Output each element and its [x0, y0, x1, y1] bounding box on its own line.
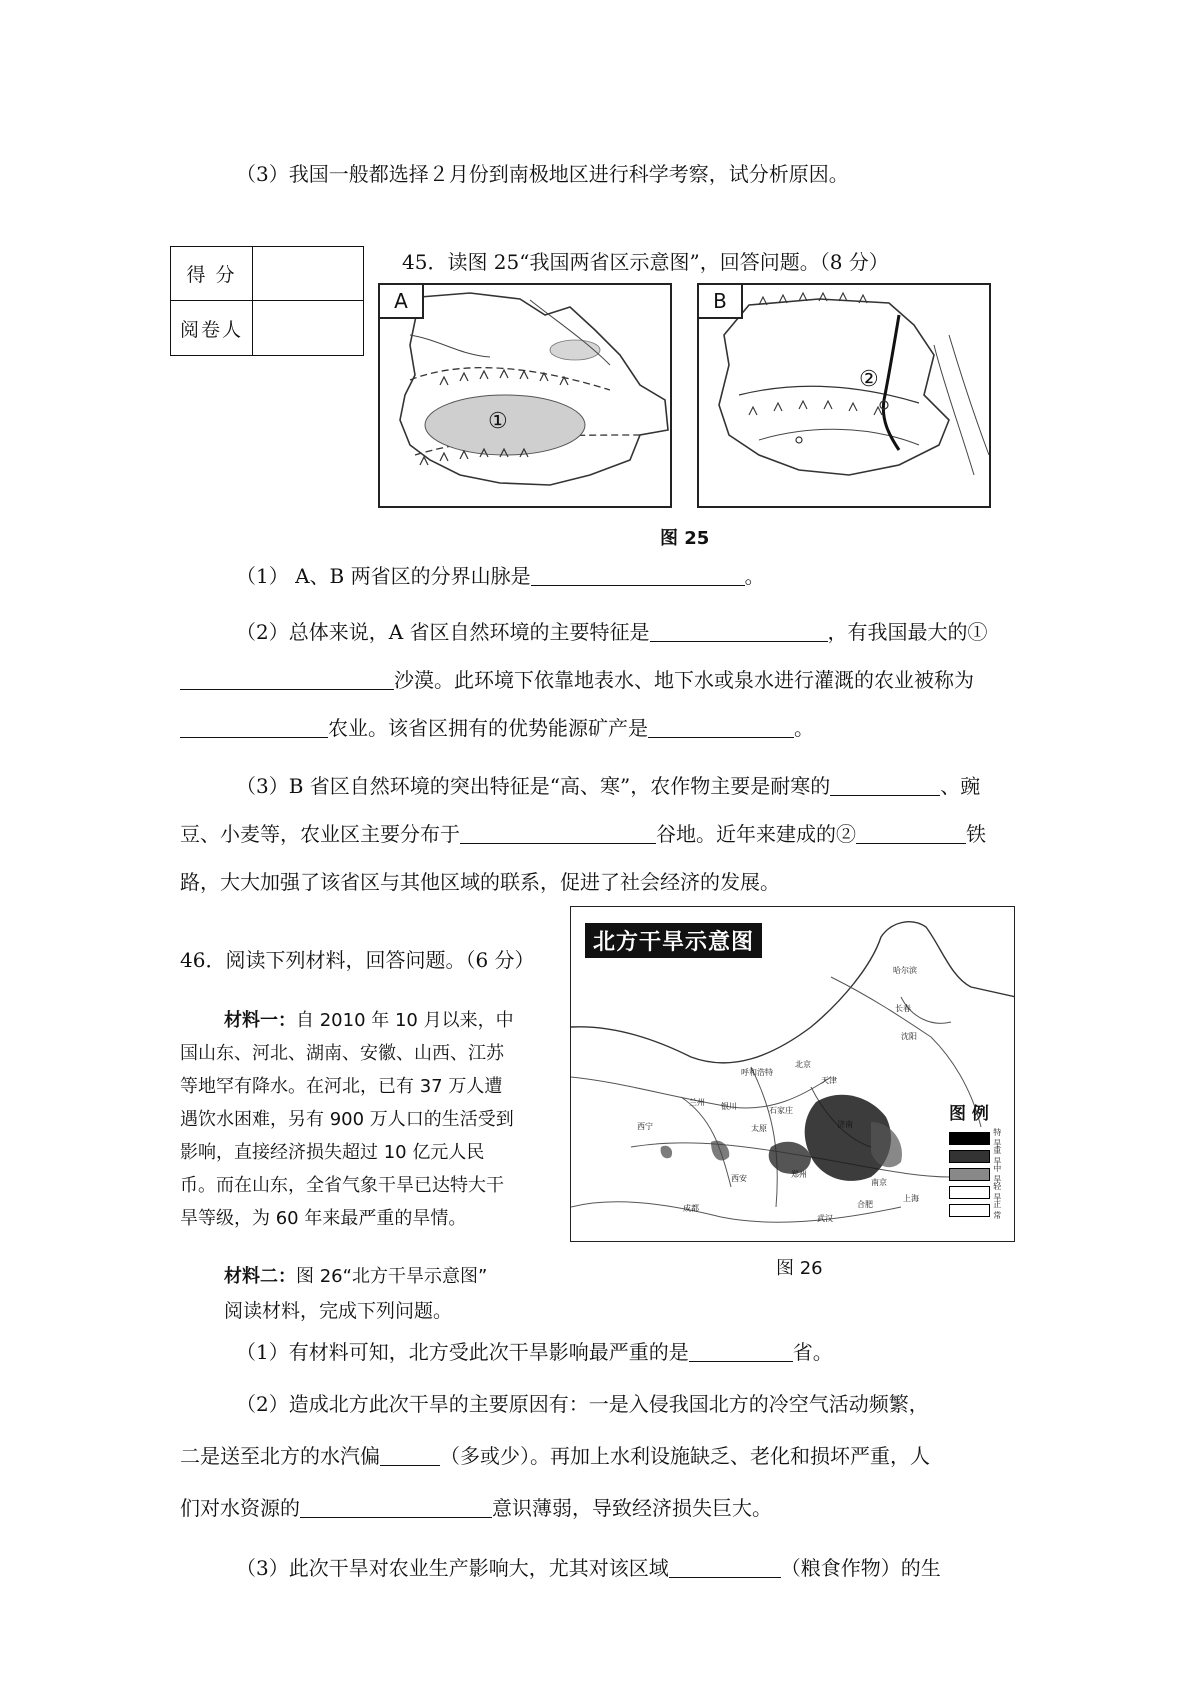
q46-answer-blank-3[interactable]	[300, 1495, 492, 1518]
map-place: 武汉	[817, 1214, 833, 1223]
map-place: 郑州	[791, 1170, 807, 1179]
figure-26-caption: 图 26	[776, 1258, 823, 1279]
q45-part2-line2	[180, 664, 974, 693]
marker-1: ①	[488, 409, 508, 434]
q45-answer-blank-5[interactable]	[648, 715, 794, 738]
map-place: 西宁	[637, 1122, 653, 1131]
material-1-label: 材料一：	[224, 1010, 296, 1031]
map-place: 兰州	[689, 1098, 705, 1107]
material-2-label: 材料二：	[224, 1266, 296, 1287]
q46-part1-suffix: 省。	[792, 1340, 833, 1364]
q45-part3-line2	[180, 818, 986, 847]
q44-part3: （3）我国一般都选择２月份到南极地区进行科学考察，试分析原因。	[236, 162, 849, 186]
q46-answer-blank-2[interactable]	[380, 1443, 440, 1466]
q46-part2-line1: （2）造成北方此次干旱的主要原因有：一是入侵我国北方的冷空气活动频繁，	[236, 1392, 929, 1416]
material-1-text: 自 2010 年 10 月以来，中国山东、河北、湖南、安徽、山西、江苏等地罕有降水。在河北，已有 37 万人遭遇饮水困难，另有 900 万人口的生活受到影响，直接经济损失超过 10 亿元人民币。而在山东，全省气象干旱已达特大干旱等级，为 60 年来最严重的旱情。	[180, 1010, 514, 1229]
legend-label: 中旱	[993, 1164, 1002, 1184]
map-place: 济南	[837, 1120, 853, 1129]
material-2	[224, 1262, 487, 1288]
q46-part2-text4: 意识薄弱，导致经济损失巨大。	[492, 1496, 772, 1520]
q46-part2-text: 二是送至北方的水汽偏	[180, 1444, 380, 1468]
map-b-label: B	[699, 285, 743, 319]
legend-label: 正常	[993, 1200, 1002, 1220]
q45-part2-line3	[180, 712, 814, 741]
legend-item	[949, 1184, 1009, 1200]
q46-part1-prefix: （1）有材料可知，北方受此次干旱影响最严重的是	[236, 1340, 689, 1364]
q46-part3-prefix: （3）此次干旱对农业生产影响大，尤其对该区域	[236, 1556, 669, 1580]
q45-answer-blank-1[interactable]	[531, 563, 745, 586]
q45-answer-blank-4[interactable]	[180, 715, 328, 738]
legend-item	[949, 1202, 1009, 1218]
q45-answer-blank-8[interactable]	[856, 821, 966, 844]
score-table	[170, 246, 364, 356]
map-place: 上海	[903, 1194, 919, 1203]
reviewer-label: 阅卷人	[171, 301, 253, 355]
score-label: 得 分	[171, 247, 253, 300]
q45-part2-text: 沙漠。此环境下依靠地表水、地下水或泉水进行灌溉的农业被称为	[394, 668, 974, 692]
reviewer-row	[171, 301, 363, 355]
legend-label: 轻旱	[993, 1182, 1002, 1202]
q46-part1	[236, 1336, 833, 1365]
legend-swatch	[949, 1132, 990, 1145]
q46-part2-text2: （多或少）。再加上水利设施缺乏、老化和损坏严重，人	[440, 1444, 930, 1468]
map-place: 成都	[683, 1204, 699, 1213]
map-place: 太原	[751, 1124, 767, 1133]
legend-swatch	[949, 1150, 990, 1163]
drought-map-title: 北方干旱示意图	[585, 923, 762, 958]
q45-title: 45．读图 25“我国两省区示意图”，回答问题。（8 分）	[402, 250, 889, 274]
q46-answer-blank-1[interactable]	[689, 1339, 793, 1362]
map-place: 南京	[871, 1178, 887, 1187]
map-place: 哈尔滨	[893, 966, 917, 975]
map-a-label: A	[380, 285, 424, 319]
marker-2: ②	[859, 367, 879, 392]
map-place: 银川	[721, 1102, 737, 1111]
map-place: 西安	[731, 1174, 747, 1183]
map-place: 呼和浩特	[741, 1068, 773, 1077]
map-place: 石家庄	[769, 1106, 793, 1115]
q45-part3-line1	[236, 770, 980, 799]
q45-answer-blank-3[interactable]	[180, 667, 394, 690]
legend-label: 特旱	[993, 1128, 1002, 1148]
map-place: 北京	[795, 1060, 811, 1069]
material-1	[180, 1004, 520, 1235]
q46-answer-blank-4[interactable]	[669, 1555, 781, 1578]
q45-answer-blank-7[interactable]	[460, 821, 656, 844]
figure-25-caption: 图 25	[660, 528, 710, 549]
q45-answer-blank-2[interactable]	[650, 619, 828, 642]
map-b	[697, 283, 991, 508]
legend-item	[949, 1166, 1009, 1182]
q46-title: 46．阅读下列材料，回答问题。（6 分）	[180, 948, 535, 972]
q45-part3-text2: 谷地。近年来建成的②	[656, 822, 856, 846]
map-a	[378, 283, 672, 508]
q46-part2-text3: 们对水资源的	[180, 1496, 300, 1520]
score-row	[171, 247, 363, 301]
q45-part2-prefix: （2）总体来说，A 省区自然环境的主要特征是	[236, 620, 650, 644]
q45-part2-text2: 农业。该省区拥有的优势能源矿产是	[328, 716, 648, 740]
q45-part1-suffix: 。	[744, 564, 765, 588]
q45-part2-mid: ，有我国最大的①	[827, 620, 988, 644]
q45-part3-text3: 铁	[966, 822, 986, 846]
map-place: 沈阳	[901, 1032, 917, 1041]
map-place: 合肥	[857, 1200, 873, 1209]
map-place: 天津	[821, 1076, 837, 1085]
drought-map-legend	[949, 1099, 1009, 1218]
q45-part3-mid: 、豌	[940, 774, 981, 798]
q46-part2-line3	[180, 1492, 772, 1521]
map-place: 长春	[895, 1004, 911, 1013]
q45-part2-line1	[236, 616, 988, 645]
q46-part2-line2	[180, 1440, 930, 1469]
legend-item	[949, 1130, 1009, 1146]
drought-map	[570, 906, 1015, 1242]
q46-intro: 阅读材料，完成下列问题。	[224, 1300, 453, 1322]
q45-part3-line3: 路，大大加强了该省区与其他区域的联系，促进了社会经济的发展。	[180, 870, 780, 894]
legend-title: 图 例	[949, 1104, 989, 1124]
legend-swatch	[949, 1168, 990, 1181]
q45-part1-prefix: （1） A、B 两省区的分界山脉是	[236, 564, 531, 588]
q45-answer-blank-6[interactable]	[830, 773, 940, 796]
legend-label: 重旱	[993, 1146, 1002, 1166]
q46-part3-suffix: （粮食作物）的生	[780, 1556, 941, 1580]
legend-swatch	[949, 1186, 990, 1199]
q45-part3-prefix: （3）B 省区自然环境的突出特征是“高、寒”，农作物主要是耐寒的	[236, 774, 831, 798]
material-2-text: 图 26“北方干旱示意图”	[296, 1266, 488, 1287]
legend-swatch	[949, 1204, 990, 1217]
q46-part3	[236, 1552, 941, 1581]
q45-part1	[236, 560, 765, 589]
legend-item	[949, 1148, 1009, 1164]
q45-part2-suffix: 。	[794, 716, 814, 740]
q45-part3-text: 豆、小麦等，农业区主要分布于	[180, 822, 460, 846]
